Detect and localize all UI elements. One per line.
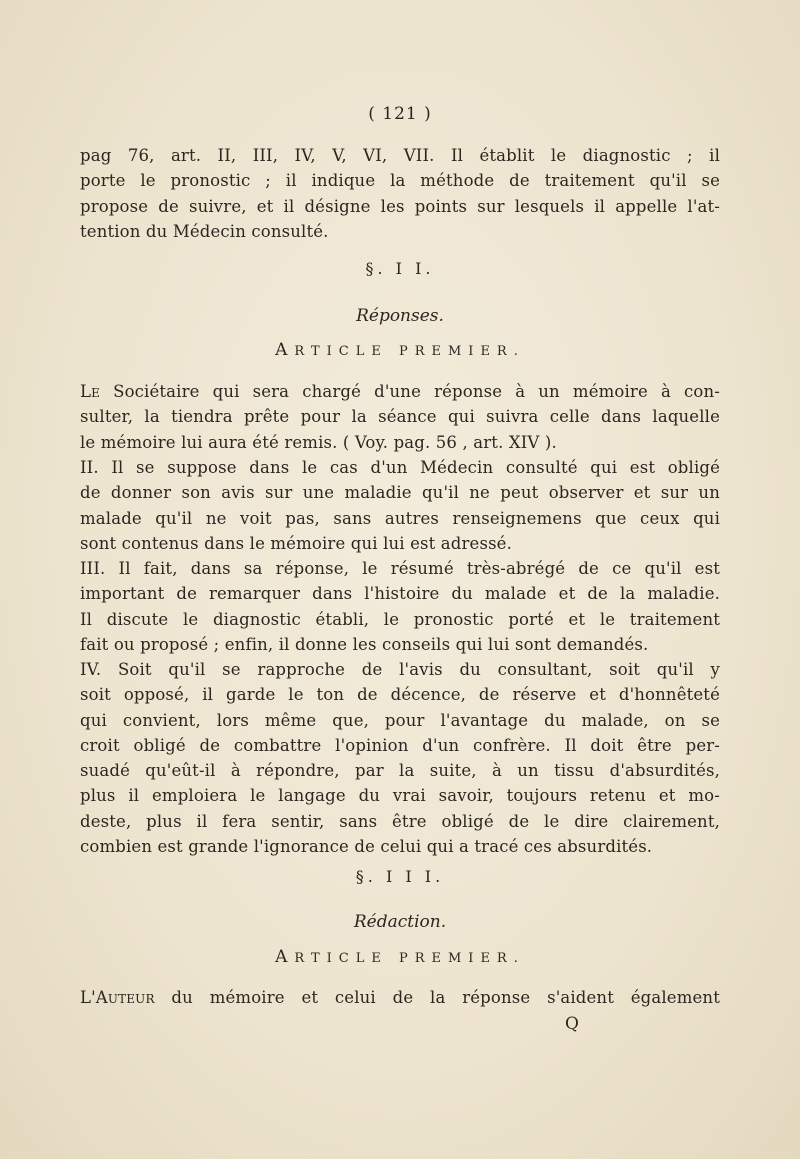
catchword: Q [565, 1014, 579, 1034]
section-2-title: Réponses. [356, 306, 444, 326]
text-line: fait ou proposé ; enfin, il donne les conseils qui lui sont demandés. [80, 634, 649, 654]
article-heading-rest: RTICLE PREMIER. [294, 951, 525, 966]
section-3-mark: §. I I I. [355, 867, 445, 886]
page-number: ( 121 ) [368, 104, 432, 124]
article-initial: A [275, 947, 295, 967]
text-line [80, 985, 720, 1010]
text-line: soit opposé, il garde le ton de décence, de réserve et d'honnêteté [80, 685, 720, 705]
text-line: le mémoire lui aura été remis. ( Voy. pag. 56 , art. XIV ). [80, 432, 557, 452]
section-2-mark: §. I I. [365, 259, 435, 278]
text-line: pag 76, art. II, III, IV, V, VI, VII. Il établit le diagnostic ; il [80, 146, 720, 165]
text-line: sulter, la tiendra prête pour la séance qui suivra celle dans laquelle [80, 407, 720, 427]
text-line [80, 379, 720, 404]
text-line: propose de suivre, et il désigne les points sur lesquels il appelle l'at- [80, 196, 720, 216]
text-line: porte le pronostic ; il indique la méthode de traitement qu'il se [80, 171, 720, 191]
article-paragraph-2 [80, 455, 720, 556]
text-line: sont contenus dans le mémoire qui lui est adressé. [80, 533, 512, 553]
text-line: IV. Soit qu'il se rapproche de l'avis du consultant, soit qu'il y [80, 660, 720, 679]
text-line: tention du Médecin consulté. [80, 221, 329, 241]
text-line: II. Il se suppose dans le cas d'un Médecin consulté qui est obligé [80, 458, 720, 477]
intro-paragraph [80, 143, 720, 244]
section-2-article-heading [0, 340, 800, 360]
text-line: Il discute le diagnostic établi, le pronostic porté et le traitement [80, 609, 720, 629]
text-segment: Sociétaire qui sera chargé d'une réponse à un mémoire à con- [113, 382, 720, 401]
text-line: plus il emploiera le langage du vrai savoir, toujours retenu et mo- [80, 786, 720, 806]
text-segment: du mémoire et celui de la réponse s'aident également [171, 988, 720, 1007]
article-heading-rest: RTICLE PREMIER. [294, 344, 525, 359]
text-line: combien est grande l'ignorance de celui qui a tracé ces absurdités. [80, 837, 653, 857]
text-line: croit obligé de combattre l'opinion d'un confrère. Il doit être per- [80, 735, 720, 755]
paragraph-lead-word: Le [80, 382, 101, 401]
text-line: important de remarquer dans l'histoire du malade et de la maladie. [80, 584, 720, 604]
section-3-paragraph [80, 985, 720, 1010]
article-paragraph-3 [80, 556, 720, 657]
text-line: malade qu'il ne voit pas, sans autres renseignemens que ceux qui [80, 508, 720, 528]
article-paragraph-1 [80, 379, 720, 455]
text-line: suadé qu'eût-il à répondre, par la suite, à un tissu d'absurdités, [80, 761, 720, 781]
text-line: de donner son avis sur une maladie qu'il ne peut observer et sur un [80, 483, 720, 503]
paragraph-lead-word: L'Auteur [80, 988, 155, 1007]
section-3-article-heading [0, 947, 800, 967]
text-line: III. Il fait, dans sa réponse, le résumé très-abrégé de ce qu'il est [80, 559, 720, 578]
text-line: qui convient, lors même que, pour l'avantage du malade, on se [80, 710, 720, 730]
article-paragraph-4 [80, 657, 720, 859]
article-initial: A [275, 340, 295, 360]
section-3-title: Rédaction. [353, 912, 447, 932]
text-line: deste, plus il fera sentir, sans être obligé de le dire clairement, [80, 811, 720, 831]
